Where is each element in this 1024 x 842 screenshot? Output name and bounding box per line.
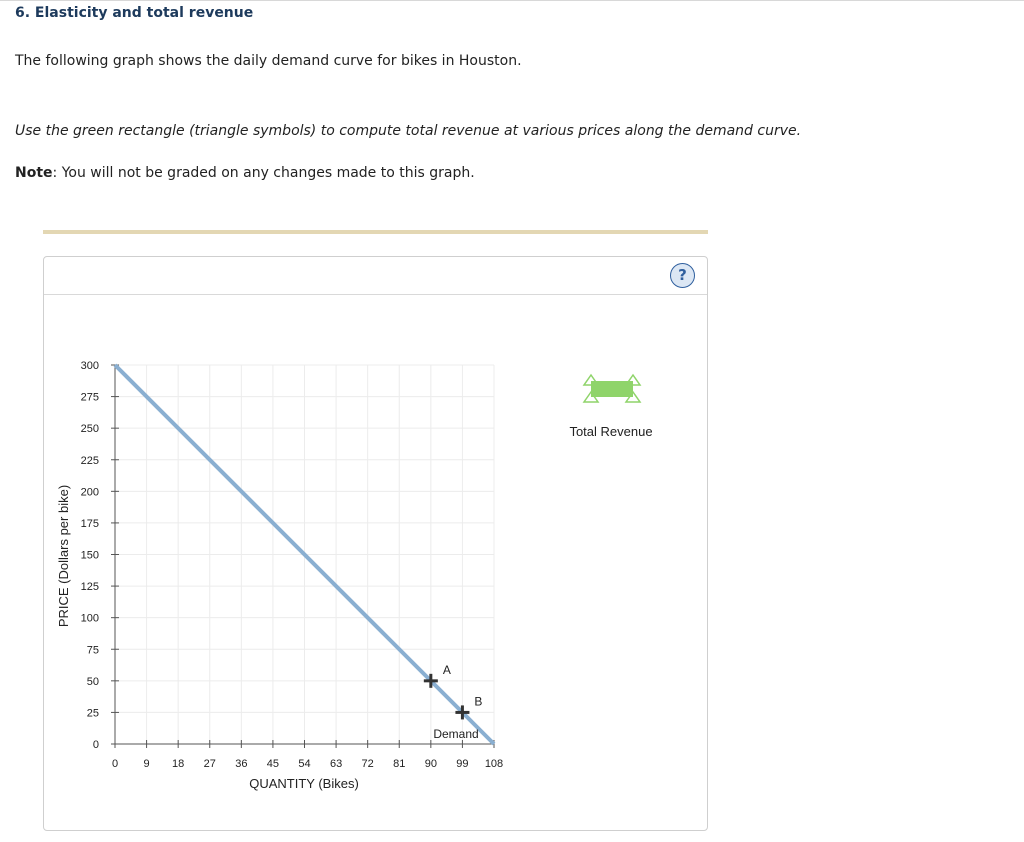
x-tick-label: 18 — [172, 758, 185, 770]
chart-points[interactable] — [424, 663, 483, 720]
y-tick-label: 150 — [80, 549, 99, 562]
intro-text: The following graph shows the daily demand curve for bikes in Houston. — [15, 53, 522, 69]
point-label: B — [474, 694, 483, 709]
y-tick-label: 75 — [86, 644, 99, 657]
x-tick-label: 72 — [361, 758, 374, 770]
x-tick-label: 0 — [111, 758, 119, 770]
y-tick-label: 225 — [80, 454, 99, 467]
y-tick-label: 250 — [80, 423, 99, 436]
total-revenue-label: Total Revenue — [569, 424, 653, 439]
x-tick-label: 90 — [424, 758, 437, 770]
question-heading: 6. Elasticity and total revenue — [15, 5, 254, 21]
y-axis-title: PRICE (Dollars per bike) — [56, 484, 71, 628]
x-tick-label: 108 — [484, 758, 504, 770]
x-tick-label: 81 — [393, 758, 406, 770]
y-tick-label: 200 — [80, 486, 99, 499]
x-tick-label: 63 — [329, 758, 343, 770]
total-revenue-tool[interactable] — [584, 375, 640, 402]
demand-curve-label: Demand — [433, 727, 479, 741]
x-tick-label: 99 — [456, 758, 469, 770]
section-divider — [43, 230, 708, 234]
x-tick-label: 27 — [203, 758, 216, 770]
y-tick-label: 25 — [86, 707, 99, 720]
demand-chart — [44, 257, 707, 830]
help-icon: ? — [678, 266, 687, 284]
graph-panel — [43, 256, 708, 831]
y-tick-label: 100 — [80, 612, 99, 625]
y-axis-ticks — [81, 360, 119, 751]
x-tick-label: 36 — [235, 758, 248, 770]
y-tick-label: 125 — [80, 581, 99, 594]
note-label: Note — [15, 165, 53, 181]
instruction-text: Use the green rectangle (triangle symbols) to compute total revenue at various prices along the demand curve. — [15, 123, 802, 139]
y-tick-label: 0 — [92, 739, 99, 751]
y-tick-label: 275 — [80, 391, 99, 404]
note-text — [15, 165, 475, 181]
x-tick-label: 54 — [298, 758, 311, 770]
y-tick-label: 50 — [86, 675, 99, 688]
y-tick-label: 175 — [80, 517, 99, 530]
point-label: A — [442, 662, 451, 677]
x-axis-title: QUANTITY (Bikes) — [249, 776, 359, 791]
y-tick-label: 300 — [80, 360, 99, 372]
top-divider — [0, 0, 1024, 1]
x-tick-label: 9 — [143, 758, 150, 770]
x-tick-label: 45 — [266, 758, 280, 770]
note-body: : You will not be graded on any changes made to this graph. — [52, 165, 475, 181]
